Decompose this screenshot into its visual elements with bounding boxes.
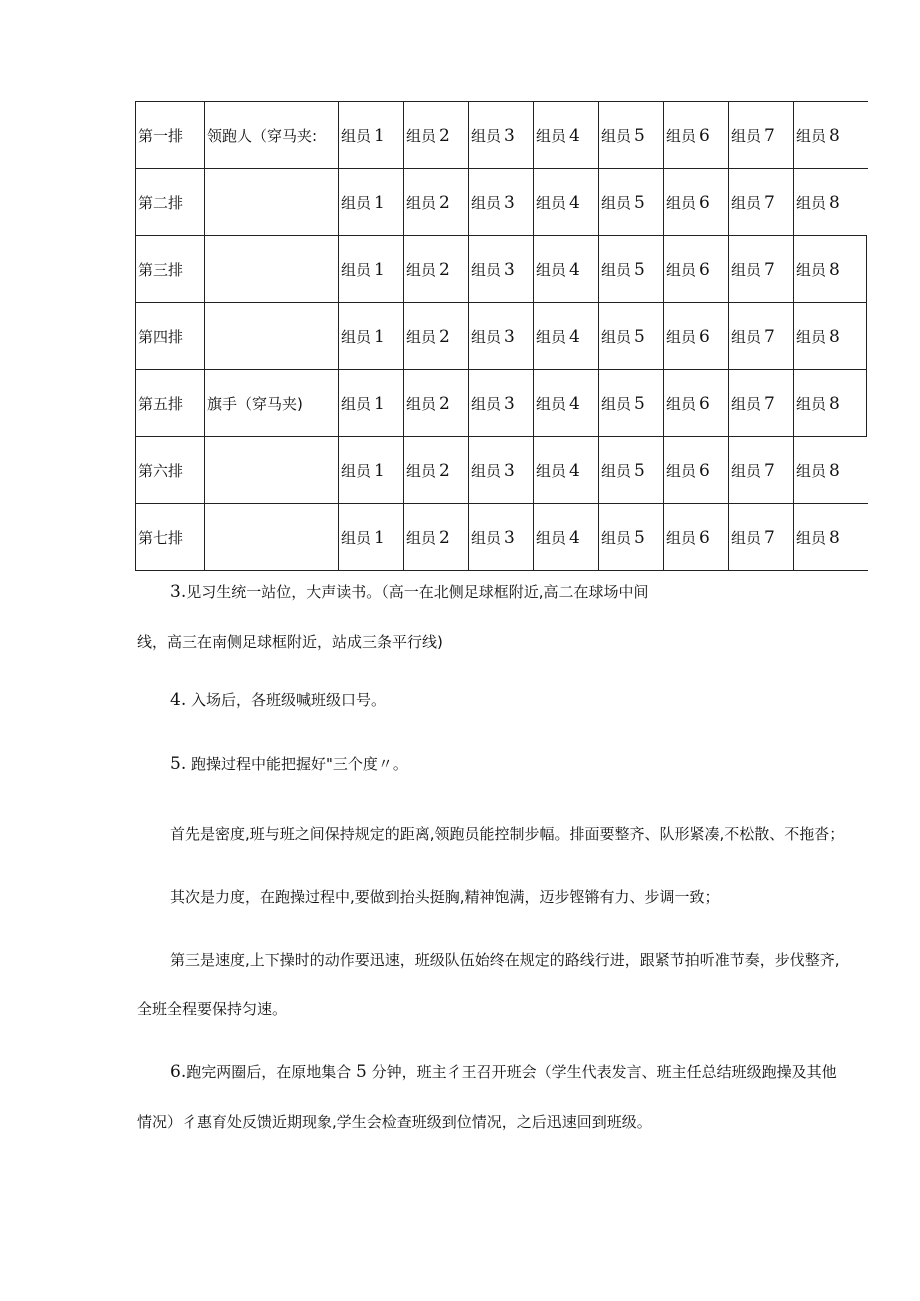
member-cell [404,370,469,437]
member-number: 1 [374,192,385,213]
member-cell [469,236,534,303]
member-cell [729,169,794,236]
member-cell [404,437,469,504]
member-cell [339,303,404,370]
member-number: 4 [569,192,580,213]
table-row [136,102,868,169]
member-label: 组员 [731,193,762,212]
member-cell [469,504,534,571]
item-6-line-2: 情况）彳惠育处反馈近期现象,学生会检查班级到位情况，之后迅速回到班级。 [137,1113,652,1131]
member-number: 4 [569,527,580,548]
member-cell [664,169,729,236]
member-cell [664,437,729,504]
table-row [136,370,868,437]
member-number: 3 [504,125,515,146]
member-cell [339,236,404,303]
item-3-number: 3. [170,582,187,602]
role-cell: 领跑人（穿马夹: [205,102,339,169]
member-cell [469,303,534,370]
member-cell [794,303,867,370]
member-number: 5 [634,259,645,280]
member-label: 组员 [536,126,567,145]
member-cell [599,437,664,504]
member-cell [794,504,867,571]
member-label: 组员 [471,461,502,480]
member-cell [534,236,599,303]
member-number: 2 [439,326,450,347]
member-label: 组员 [796,193,827,212]
table-right-edge [867,102,868,169]
member-label: 组员 [601,528,632,547]
member-cell [599,370,664,437]
member-number: 5 [634,125,645,146]
speed-paragraph-line-1: 第三是速度,上下操时的动作要迅速，班级队伍始终在规定的路线行进，跟紧节拍听准节奏，步伐整齐, [170,951,840,969]
member-cell [339,437,404,504]
member-number: 6 [699,326,710,347]
member-cell [339,370,404,437]
member-label: 组员 [601,260,632,279]
table-row [136,504,868,571]
member-label: 组员 [471,126,502,145]
member-label: 组员 [536,260,567,279]
member-number: 5 [634,527,645,548]
member-label: 组员 [666,528,697,547]
member-number: 3 [504,259,515,280]
member-number: 7 [764,393,775,414]
member-number: 8 [829,527,840,548]
member-cell [404,504,469,571]
member-cell [794,370,867,437]
item-3-line-1 [170,582,649,602]
member-number: 3 [504,192,515,213]
member-label: 组员 [796,327,827,346]
member-number: 6 [699,125,710,146]
role-cell [205,504,339,571]
member-number: 1 [374,326,385,347]
table-right-edge [867,236,868,303]
table-right-edge [867,437,868,504]
member-label: 组员 [666,394,697,413]
member-label: 组员 [796,260,827,279]
member-label: 组员 [666,327,697,346]
member-cell [664,102,729,169]
member-label: 组员 [796,461,827,480]
member-cell [534,370,599,437]
member-number: 1 [374,125,385,146]
item-5-text: 跑操过程中能把握好"三个度〃。 [191,755,408,773]
member-number: 2 [439,527,450,548]
table-right-edge [867,303,868,370]
member-cell [339,102,404,169]
member-label: 组员 [796,528,827,547]
member-number: 1 [374,460,385,481]
member-label: 组员 [471,394,502,413]
member-label: 组员 [406,260,437,279]
table-right-edge [867,169,868,236]
member-cell [404,102,469,169]
member-label: 组员 [796,394,827,413]
member-cell [599,303,664,370]
member-number: 2 [439,125,450,146]
member-label: 组员 [341,394,372,413]
member-cell [599,504,664,571]
member-label: 组员 [601,193,632,212]
member-label: 组员 [406,327,437,346]
formation-table [135,101,867,571]
member-number: 8 [829,192,840,213]
member-cell [599,169,664,236]
role-cell [205,236,339,303]
member-number: 6 [699,527,710,548]
member-number: 3 [504,326,515,347]
member-label: 组员 [471,193,502,212]
member-number: 4 [569,326,580,347]
item-6-text-part-1: 跑完两圈后，在原地集合 [186,1063,352,1081]
member-label: 组员 [666,193,697,212]
row-label-cell: 第六排 [136,437,205,504]
member-number: 8 [829,259,840,280]
member-cell [534,504,599,571]
member-label: 组员 [341,126,372,145]
member-label: 组员 [731,394,762,413]
member-cell [534,303,599,370]
member-cell [534,102,599,169]
table-row [136,303,868,370]
table-row [136,169,868,236]
member-label: 组员 [731,327,762,346]
role-cell: 旗手（穿马夹) [205,370,339,437]
member-label: 组员 [731,461,762,480]
member-number: 7 [764,527,775,548]
member-cell [534,169,599,236]
table-row [136,437,868,504]
member-number: 5 [634,192,645,213]
member-label: 组员 [341,461,372,480]
member-cell [794,102,867,169]
member-label: 组员 [536,528,567,547]
member-label: 组员 [341,528,372,547]
item-5-number: 5. [170,754,187,774]
member-number: 7 [764,259,775,280]
member-number: 3 [504,460,515,481]
row-label-cell: 第三排 [136,236,205,303]
item-6-number: 6. [170,1062,187,1082]
role-cell [205,303,339,370]
item-3-line-2: 线，高三在南侧足球框附近，站成三条平行线) [137,633,443,651]
member-label: 组员 [471,327,502,346]
member-cell [599,236,664,303]
row-label-cell: 第四排 [136,303,205,370]
member-cell [729,236,794,303]
member-number: 7 [764,192,775,213]
member-number: 7 [764,326,775,347]
member-cell [794,437,867,504]
member-number: 3 [504,527,515,548]
member-cell [404,169,469,236]
member-label: 组员 [471,528,502,547]
member-label: 组员 [341,327,372,346]
member-number: 5 [634,326,645,347]
strength-paragraph: 其次是力度，在跑操过程中,要做到抬头挺胸,精神饱满，迈步铿锵有力、步调一致； [170,888,720,906]
member-label: 组员 [731,126,762,145]
table-row [136,236,868,303]
member-label: 组员 [471,260,502,279]
member-number: 8 [829,326,840,347]
member-label: 组员 [406,193,437,212]
member-number: 2 [439,259,450,280]
member-label: 组员 [666,461,697,480]
table-right-edge [867,504,868,571]
member-cell [469,169,534,236]
member-cell [729,370,794,437]
member-label: 组员 [406,394,437,413]
item-4-number: 4. [170,690,187,710]
member-number: 4 [569,460,580,481]
member-number: 4 [569,125,580,146]
member-cell [794,169,867,236]
member-label: 组员 [601,126,632,145]
member-label: 组员 [406,461,437,480]
member-number: 6 [699,259,710,280]
role-cell [205,169,339,236]
member-cell [729,437,794,504]
member-label: 组员 [666,260,697,279]
member-number: 7 [764,460,775,481]
member-label: 组员 [536,394,567,413]
member-number: 2 [439,192,450,213]
member-label: 组员 [406,528,437,547]
row-label-cell: 第二排 [136,169,205,236]
role-cell [205,437,339,504]
member-number: 1 [374,527,385,548]
member-label: 组员 [601,327,632,346]
member-label: 组员 [536,193,567,212]
member-cell [404,236,469,303]
member-label: 组员 [731,528,762,547]
row-label-cell: 第七排 [136,504,205,571]
item-6-text-part-2: 分钟，班主彳王召开班会（学生代表发言、班主任总结班级跑操及其他 [371,1063,837,1081]
member-cell [664,370,729,437]
member-cell [599,102,664,169]
member-number: 7 [764,125,775,146]
member-number: 3 [504,393,515,414]
member-number: 4 [569,393,580,414]
item-6-line-1 [170,1062,837,1082]
item-4 [170,690,386,710]
member-number: 5 [634,460,645,481]
member-label: 组员 [731,260,762,279]
member-label: 组员 [601,461,632,480]
member-cell [729,303,794,370]
item-5 [170,754,408,774]
row-label-cell: 第五排 [136,370,205,437]
member-label: 组员 [406,126,437,145]
item-6-minutes: 5 [356,1062,367,1082]
member-cell [664,303,729,370]
member-number: 8 [829,460,840,481]
member-number: 6 [699,460,710,481]
member-label: 组员 [796,126,827,145]
member-number: 6 [699,192,710,213]
member-label: 组员 [341,193,372,212]
member-cell [404,303,469,370]
member-number: 1 [374,259,385,280]
member-number: 8 [829,125,840,146]
row-label-cell: 第一排 [136,102,205,169]
member-cell [339,504,404,571]
density-paragraph: 首先是密度,班与班之间保持规定的距离,领跑员能控制步幅。排面要整齐、队形紧凑,不松散、不拖沓； [170,825,845,843]
member-number: 2 [439,393,450,414]
speed-paragraph-line-2: 全班全程要保持匀速。 [137,1000,288,1018]
member-label: 组员 [341,260,372,279]
member-number: 2 [439,460,450,481]
member-number: 8 [829,393,840,414]
member-cell [729,504,794,571]
member-label: 组员 [601,394,632,413]
member-label: 组员 [536,461,567,480]
member-cell [469,370,534,437]
member-cell [729,102,794,169]
item-3-text: 见习生统一站位，大声读书。（高一在北侧足球框附近,高二在球场中间 [186,583,649,601]
member-number: 4 [569,259,580,280]
table-right-edge [867,370,868,437]
member-number: 6 [699,393,710,414]
member-cell [664,504,729,571]
member-label: 组员 [536,327,567,346]
item-4-text: 入场后，各班级喊班级口号。 [191,691,387,709]
member-number: 1 [374,393,385,414]
member-cell [794,236,867,303]
member-cell [664,236,729,303]
member-cell [534,437,599,504]
member-cell [469,437,534,504]
member-label: 组员 [666,126,697,145]
member-number: 5 [634,393,645,414]
member-cell [339,169,404,236]
member-cell [469,102,534,169]
